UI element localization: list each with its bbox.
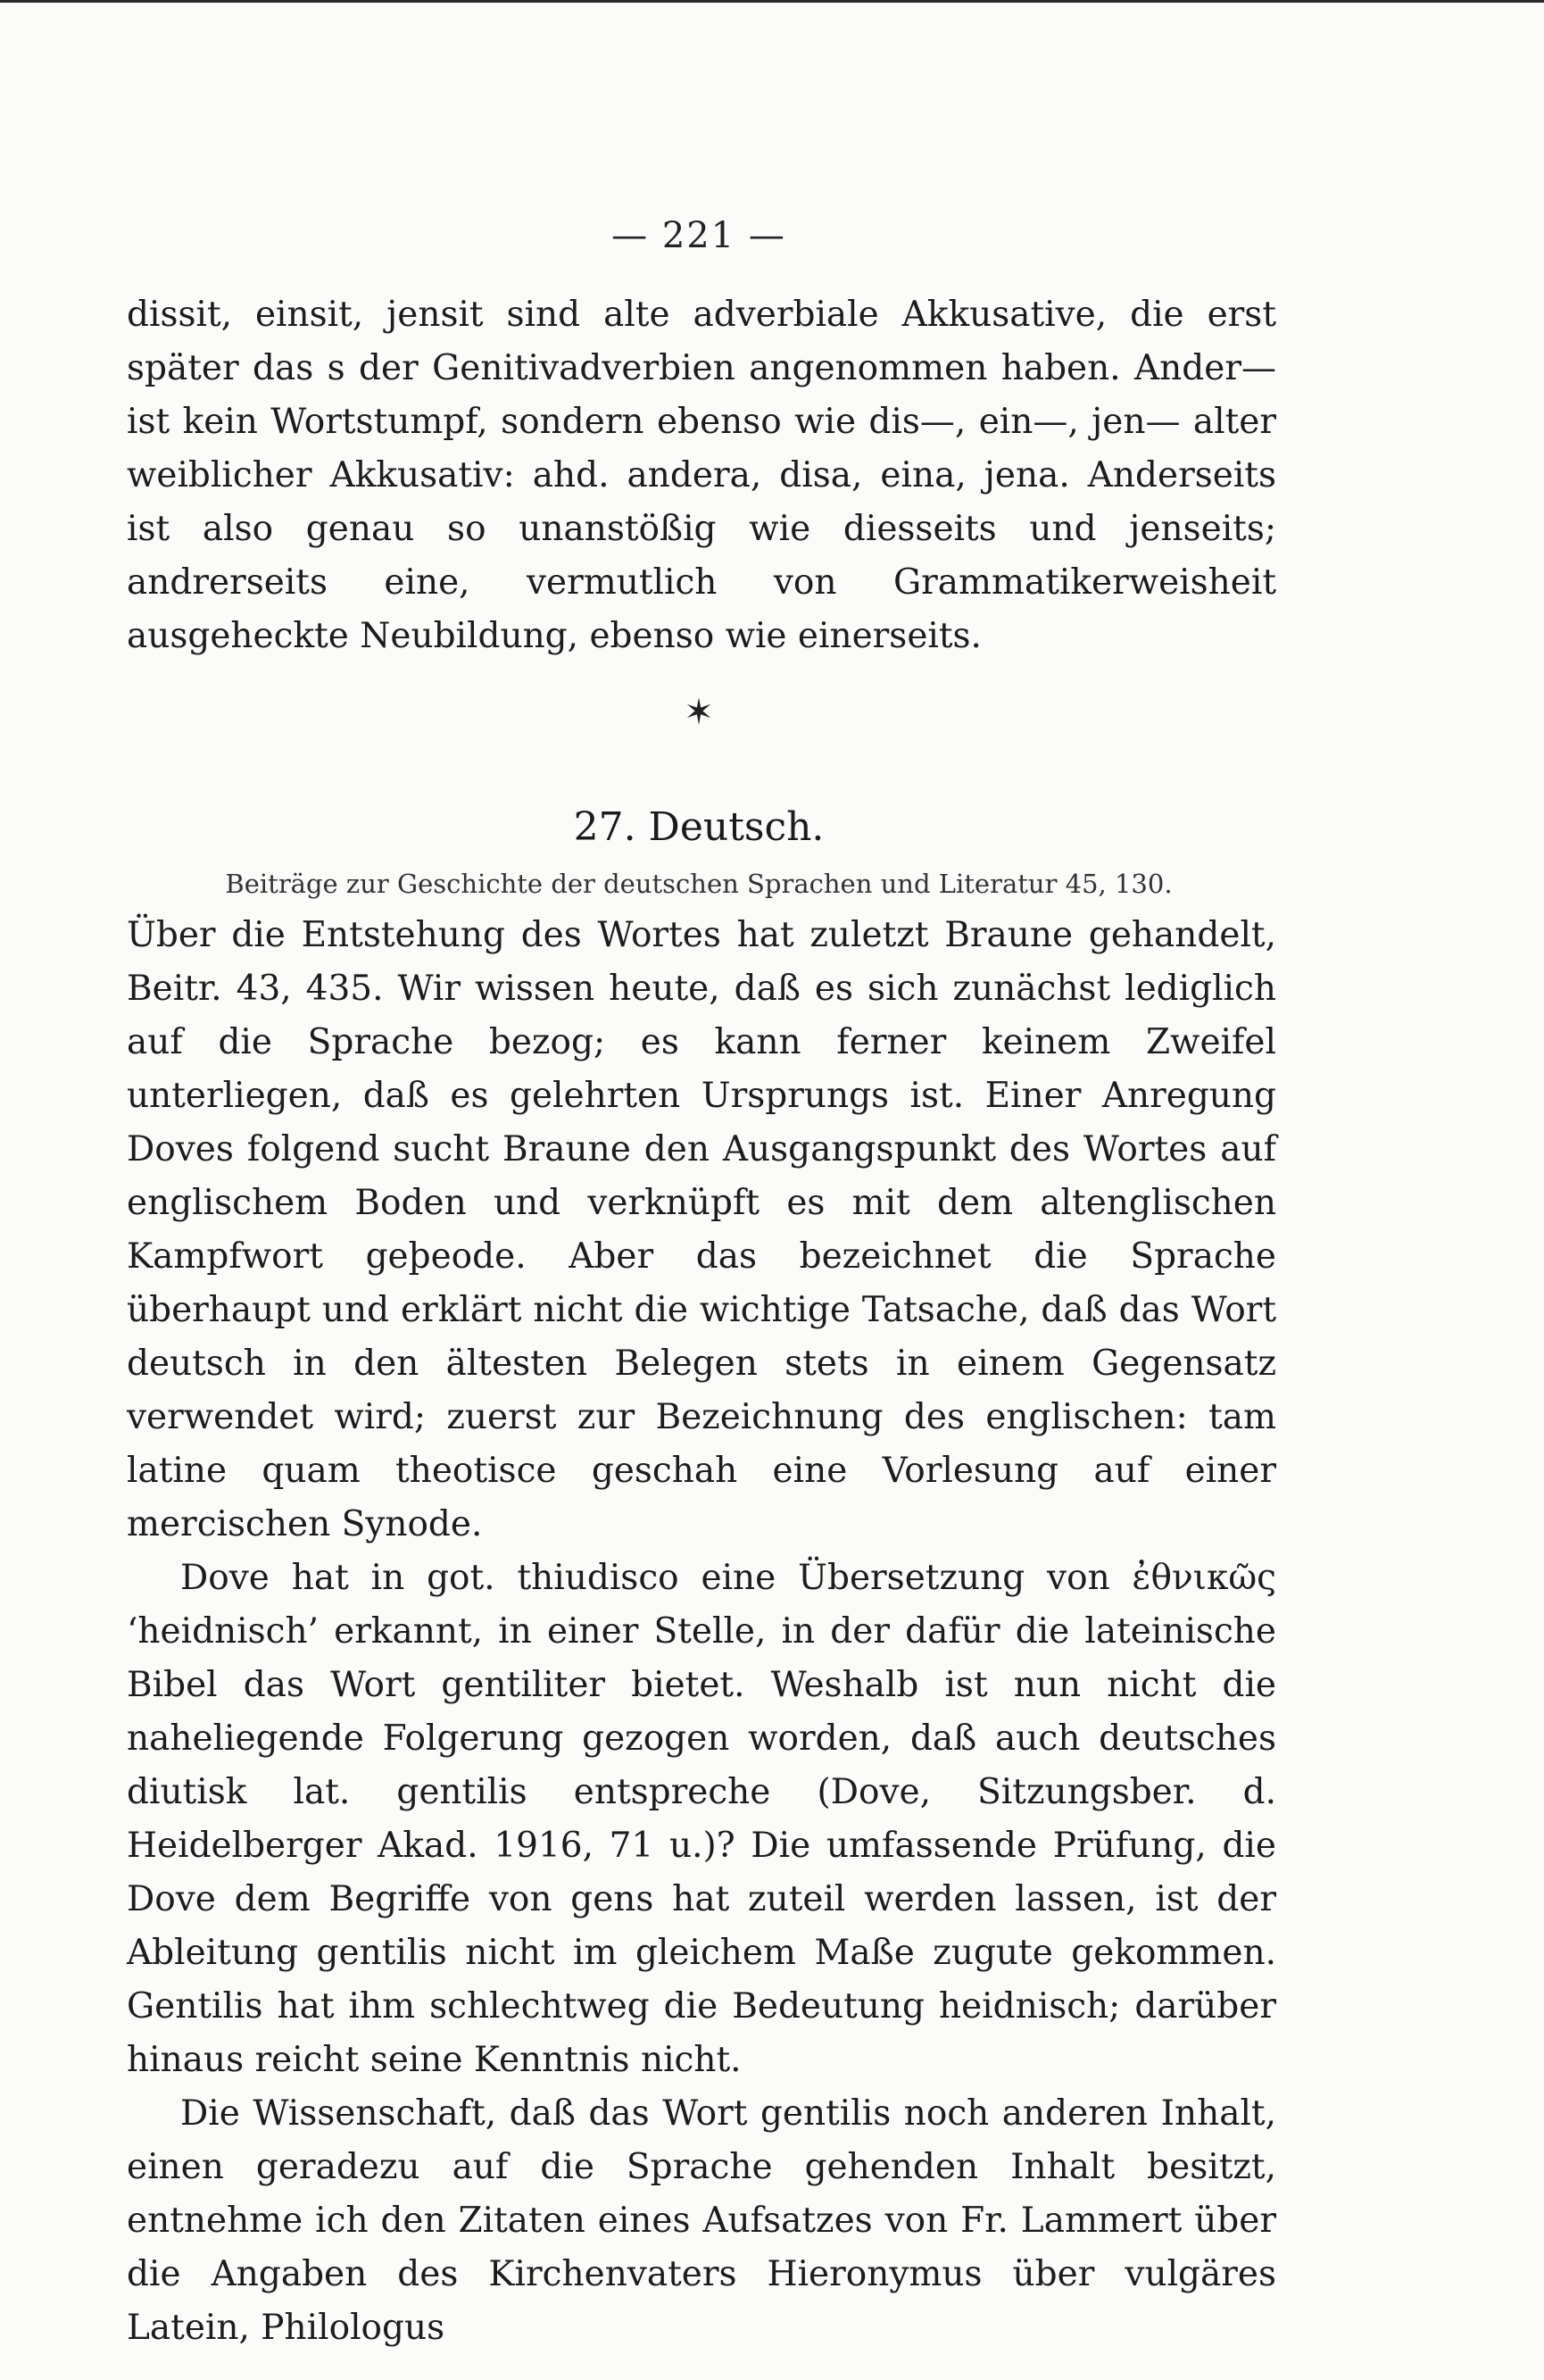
source-citation: Beiträge zur Geschichte der deutschen Sprachen und Literatur 45, 130. <box>225 869 1173 899</box>
body-paragraph-2: Dove hat in got. thiudisco eine Übersetzung von ἐθνικῶς ‘heidnisch’ erkannt, in einer Stelle, in der dafür die lateinische Bibel das Wort gentiliter bietet. Weshalb ist nun nicht die naheliegende Folgerung gezogen worden, daß auch deutsches diutisk lat. gentilis entspreche (Dove, Sitzungsber. d. Heidelberger Akad. 1916, 71 u.)? Die umfassende Prüfung, die Dove dem Begriffe von gens hat zuteil werden lassen, ist der Ableitung gentilis nicht im gleichem Maße zugute gekommen. Gentilis hat ihm schlechtweg die Bedeutung heidnisch; darüber hinaus reicht seine Kenntnis nicht. <box>127 1558 1276 2080</box>
page-number: — 221 — <box>611 215 786 256</box>
intro-text-block <box>127 288 1276 663</box>
section-heading: 27. Deutsch. <box>573 804 825 850</box>
intro-paragraph: dissit, einsit, jensit sind alte adverbiale Akkusative, die erst später das s der Genitivadverbien angenommen haben. Ander— ist kein Wortstumpf, sondern ebenso wie dis—, ein—, jen— alter weiblicher Akkusativ: ahd. andera, disa, eina, jena. Anderseits ist also genau so unanstößig wie diesseits und jenseits; andrerseits eine, vermutlich von Grammatikerweisheit ausgeheckte Neubildung, ebenso wie einerseits. <box>127 295 1276 656</box>
body-paragraph-3: Die Wissenschaft, daß das Wort gentilis noch anderen Inhalt, einen geradezu auf die Sprache gehenden Inhalt besitzt, entnehme ich den Zitaten eines Aufsatzes von Fr. Lammert über die Angaben des Kirchenvaters Hieronymus über vulgäres Latein, Philologus <box>127 2093 1276 2348</box>
section-separator-star: ✶ <box>684 692 714 733</box>
section-body <box>127 909 1276 2355</box>
body-paragraph-1: Über die Entstehung des Wortes hat zuletzt Braune gehandelt, Beitr. 43, 435. Wir wissen heute, daß es sich zunächst lediglich auf die Sprache bezog; es kann ferner keinem Zweifel unterliegen, daß es gelehrten Ursprungs ist. Einer Anregung Doves folgend sucht Braune den Ausgangspunkt des Wortes auf englischem Boden und verknüpft es mit dem altenglischen Kampfwort geþeode. Aber das bezeichnet die Sprache überhaupt und erklärt nicht die wichtige Tatsache, daß das Wort deutsch in den ältesten Belegen stets in einem Gegensatz verwendet wird; zuerst zur Bezeichnung des englischen: tam latine quam theotisce geschah eine Vorlesung auf einer mercischen Synode. <box>127 915 1276 1544</box>
